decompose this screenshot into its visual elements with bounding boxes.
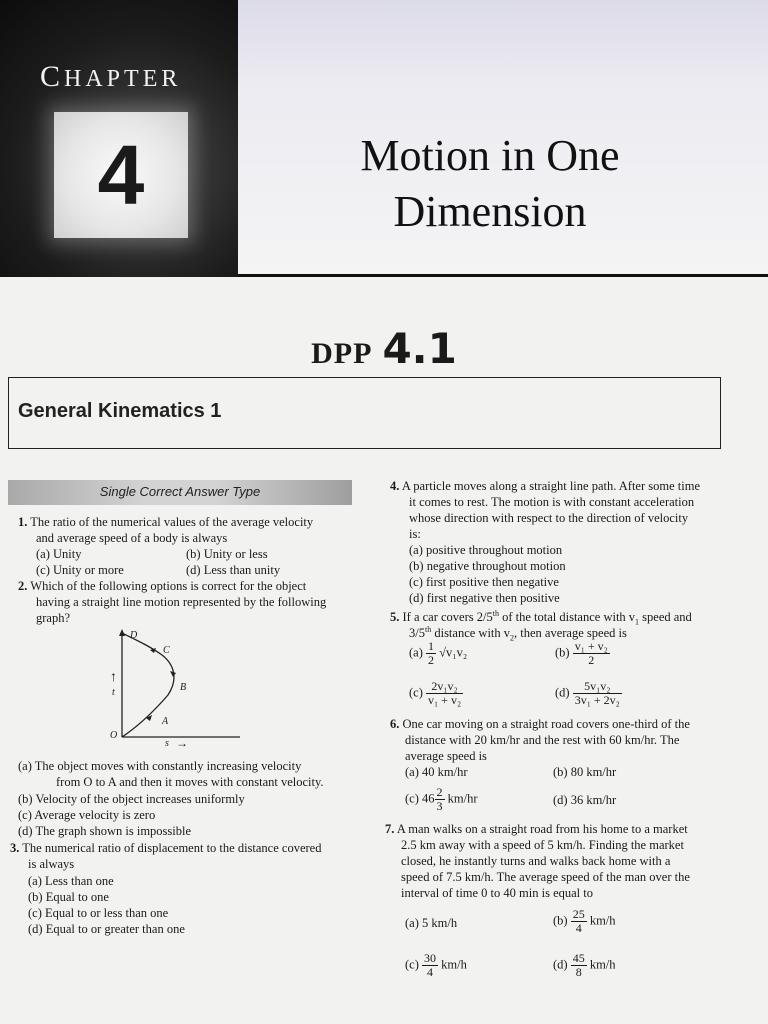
option-b: (b) Equal to one — [28, 890, 109, 904]
option-b: (b) Velocity of the object increases uniformly — [18, 792, 245, 806]
question-number: 3. — [10, 841, 20, 855]
question-5-line2: 3/5th distance with $v_2$, then average speed is — [409, 625, 627, 643]
chapter-title — [270, 128, 710, 240]
question-text: Which of the following options is correct for the object — [30, 579, 307, 593]
question-number: 6. — [390, 717, 400, 731]
option-b: (b) $\frac{25}{4}$ km/h — [553, 907, 616, 935]
question-1-line2: and average speed of a body is always — [36, 531, 228, 545]
question-text: One car moving on a straight road covers one-third of the — [402, 717, 690, 731]
t-up-arrow-icon: ↑ — [110, 670, 117, 685]
question-number: 7. — [385, 822, 395, 836]
option-a-line2: from O to A and then it moves with constant velocity. — [56, 775, 324, 789]
fraction: $\frac{\text{5v₁v₂}}{\text{3v₁ + 2v₂}}$ — [574, 679, 620, 707]
option-c: (c) Equal to or less than one — [28, 906, 169, 920]
dpp-number: 4.1 — [382, 324, 457, 373]
question-5: 5. If a car covers 2/5th of the total distance with $v_1$ speed and — [390, 609, 692, 627]
question-2-line3: graph? — [36, 611, 71, 625]
fraction: $\frac{25}{4}$ — [572, 907, 585, 935]
graph-label-b: B — [180, 682, 187, 693]
graph-label-c: C — [163, 645, 170, 656]
st-graph — [100, 625, 250, 755]
question-4-line4: is: — [409, 527, 421, 541]
question-2-line2: having a straight line motion represented by the following — [36, 595, 327, 609]
chapter-title-line1: Motion in One — [360, 131, 620, 180]
question-7-line4: speed of 7.5 km/h. The average speed of the man over the — [401, 870, 690, 884]
question-1 — [18, 514, 313, 530]
option-b: (b) Unity or less — [186, 547, 268, 561]
question-number: 4. — [390, 479, 400, 493]
fraction: $\frac{\text{v₁ + v₂}}{2}$ — [574, 639, 608, 667]
option-c: (c) Average velocity is zero — [18, 808, 156, 822]
question-7-line2: 2.5 km away with a speed of 5 km/h. Finding the market — [401, 838, 684, 852]
question-text: The numerical ratio of displacement to the distance covered — [22, 841, 322, 855]
dpp-label: DPP — [311, 337, 373, 370]
question-3-line2: is always — [28, 857, 75, 871]
question-6 — [390, 716, 690, 732]
question-number: 2. — [18, 579, 28, 593]
question-4-line3: whose direction with respect to the direction of velocity — [409, 511, 689, 525]
question-number: 5. — [390, 610, 400, 625]
option-a: (a) 40 km/hr — [405, 765, 468, 779]
graph-label-t: t — [112, 687, 115, 698]
question-7-line5: interval of time 0 to 40 min is equal to — [401, 886, 593, 900]
answer-type-label: Single Correct Answer Type — [99, 484, 261, 499]
t-axis-arrow-icon — [119, 629, 125, 636]
question-3 — [10, 840, 321, 856]
chapter-number: 4 — [97, 127, 145, 222]
option-c: (c) $\frac{30}{4}$ km/h — [405, 951, 467, 979]
question-6-line2: distance with 20 km/hr and the rest with 60 km/hr. The — [405, 733, 680, 747]
option-a: (a) $\frac{1}{2}$ √v₁v₂ — [409, 639, 468, 667]
option-d: (d) 36 km/hr — [553, 793, 617, 807]
question-7-line3: closed, he instantly turns and walks back home with a — [401, 854, 671, 868]
fraction: $\frac{\text{2v₁v₂}}{\text{v₁ + v₂}}$ — [428, 679, 462, 707]
graph-label-o: O — [110, 730, 118, 741]
graph-label-s: s — [165, 738, 169, 749]
graph-label-d: D — [130, 630, 138, 641]
section-title: General Kinematics 1 — [18, 400, 222, 422]
question-number: 1. — [18, 515, 28, 529]
fraction: $\frac{2}{3}$ — [436, 785, 443, 813]
dpp-heading — [0, 324, 768, 373]
question-6-line3: average speed is — [405, 749, 487, 763]
question-4-line2: it comes to rest. The motion is with constant acceleration — [409, 495, 695, 509]
chapter-label: CHAPTER — [40, 60, 182, 93]
option-b: (b) negative throughout motion — [409, 559, 566, 573]
question-2 — [18, 578, 306, 594]
option-c: (c) Unity or more — [36, 563, 124, 577]
option-d: (d) $\frac{45}{8}$ km/h — [553, 951, 616, 979]
option-d: (d) first negative then positive — [409, 591, 560, 605]
question-text: A particle moves along a straight line path. After some time — [401, 479, 700, 493]
option-d: (d) $\frac{\text{5v₁v₂}}{\text{3v₁ + 2v₂}}$ — [555, 679, 620, 707]
option-d: (d) The graph shown is impossible — [18, 824, 192, 838]
question-7 — [385, 821, 688, 837]
fraction: $\frac{30}{4}$ — [424, 951, 436, 979]
s-right-arrow-icon: → — [176, 736, 188, 750]
option-c: (c) 46 $\frac{2}{3}$ km/hr — [405, 785, 478, 813]
question-text: The ratio of the numerical values of the average velocity — [30, 515, 314, 529]
option-a: (a) positive throughout motion — [409, 543, 563, 557]
option-b: (b) $\frac{\text{v₁ + v₂}}{2}$ — [555, 639, 608, 667]
option-c: (c) first positive then negative — [409, 575, 559, 589]
banner-divider — [238, 274, 768, 277]
option-a: (a) Unity — [36, 547, 82, 561]
option-a: (a) Less than one — [28, 874, 114, 888]
question-text: A man walks on a straight road from his home to a market — [396, 822, 688, 836]
option-c: (c) $\frac{\text{2v₁v₂}}{\text{v₁ + v₂}}$ — [409, 679, 462, 707]
option-b: (b) 80 km/hr — [553, 765, 617, 779]
option-d: (d) Less than unity — [186, 563, 281, 577]
chapter-title-line2: Dimension — [393, 187, 587, 236]
option-a: (a) 5 km/h — [405, 916, 458, 930]
question-4 — [390, 478, 700, 494]
fraction: $\frac{45}{8}$ — [572, 951, 585, 979]
option-d: (d) Equal to or greater than one — [28, 922, 185, 936]
graph-label-a: A — [162, 716, 169, 727]
fraction: $\frac{1}{2}$ — [428, 639, 434, 667]
option-a: (a) The object moves with constantly increasing velocity — [18, 759, 302, 773]
